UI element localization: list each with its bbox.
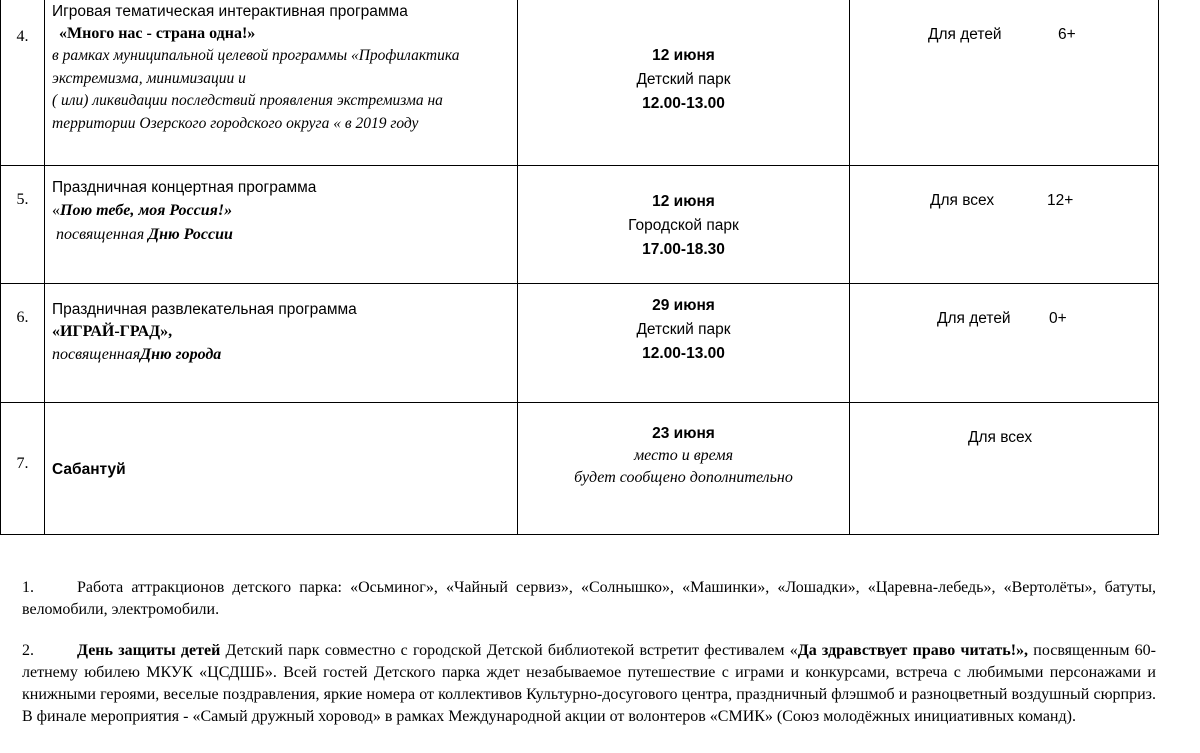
note-text: Детский парк совместно с городской Детской библиотекой встретит фестивалем «	[220, 642, 798, 659]
event-dedication	[52, 223, 510, 247]
event-date: 23 июня	[652, 425, 715, 442]
table-row	[1, 284, 1159, 403]
event-audience-cell	[850, 403, 1159, 535]
event-name-cell	[45, 284, 518, 403]
festival-title: Да здравствует право читать!»,	[797, 642, 1029, 659]
note-paragraph	[22, 640, 1156, 728]
event-date: 29 июня	[652, 297, 715, 314]
audience-label: Для детей	[928, 26, 1002, 43]
event-type: Игровая тематическая интерактивная программа	[52, 3, 408, 20]
audience-label: Для детей	[937, 310, 1011, 327]
age-rating: 12+	[1047, 192, 1074, 209]
event-audience-cell	[850, 166, 1159, 284]
event-note-line: ( или) ликвидации последствий проявления экстремизма на	[52, 92, 443, 109]
event-date-place-cell	[518, 0, 850, 166]
event-place: Городской парк	[628, 217, 739, 234]
row-number: 4.	[1, 0, 45, 166]
event-audience-cell	[850, 284, 1159, 403]
row-number: 6.	[1, 284, 45, 403]
age-rating: 0+	[1049, 310, 1067, 327]
event-date: 12 июня	[652, 47, 715, 64]
event-name-cell	[45, 0, 518, 166]
row-number: 5.	[1, 166, 45, 284]
note-paragraph	[22, 577, 1156, 621]
event-type: Праздничная концертная программа	[52, 179, 317, 196]
event-time: 12.00-13.00	[642, 95, 725, 112]
row-number: 7.	[1, 403, 45, 535]
event-place-note: будет сообщено дополнительно	[574, 469, 793, 486]
event-time: 12.00-13.00	[642, 345, 725, 362]
dedication-prefix: посвященная	[52, 346, 141, 363]
audience-label: Для всех	[968, 429, 1033, 446]
event-time: 17.00-18.30	[642, 241, 725, 258]
event-audience-cell	[850, 0, 1159, 166]
audience-label: Для всех	[930, 192, 995, 209]
note-number: 1.	[22, 579, 34, 596]
event-title: Сабантуй	[52, 461, 126, 478]
event-date-place-cell	[518, 166, 850, 284]
table-row	[1, 166, 1159, 284]
event-title: «Много нас - страна одна!»	[59, 25, 256, 42]
event-note-line: экстремизма, минимизации и	[52, 69, 246, 87]
event-date-place-cell	[518, 403, 850, 535]
event-note-line: в рамках муниципальной целевой программы «Профилактика	[52, 47, 460, 64]
dedication-subject: Дню города	[140, 346, 222, 363]
event-title: «ИГРАЙ-ГРАД»,	[52, 323, 173, 340]
event-name-cell	[45, 166, 518, 284]
event-name-cell	[45, 403, 518, 535]
dedication-subject: Дню России	[148, 226, 233, 243]
event-date-place-cell	[518, 284, 850, 403]
note-text: Работа аттракционов детского парка: «Осьминог», «Чайный сервиз», «Солнышко», «Машинки», «Лошадки», «Царевна-лебедь», «Вертолёты», батуты, веломобили, электромобили.	[22, 579, 1156, 618]
event-note-line: территории Озерского городского округа « в 2019 году	[52, 114, 419, 132]
event-type: Праздничная развлекательная программа	[52, 301, 357, 318]
event-title-quote: «	[52, 202, 60, 219]
event-dedication	[52, 343, 510, 367]
note-text: посвященным 60-летнему юбилею МКУК «ЦСДШБ». Всей гостей Детского парка ждет незабываемое путешествие с играми и конкурсами, встреча с любимыми персонажами и книжными героями, веселые поздравления, яркие номера от коллективов Культурно-досугового центра, праздничный флэшмоб и разноцветный воздушный сюрприз. В финале мероприятия - «Самый дружный хоровод» в рамках Международной акции от волонтеров «СМИК» (Союз молодёжных инициативных команд).	[22, 642, 1156, 725]
note-lead: День защиты детей	[77, 642, 221, 659]
table-row	[1, 403, 1159, 535]
event-place: Детский парк	[636, 321, 731, 338]
note-number: 2.	[22, 642, 34, 659]
age-rating: 6+	[1058, 26, 1076, 43]
event-place: Детский парк	[636, 71, 731, 88]
dedication-prefix: посвященная	[56, 226, 145, 243]
event-title-line	[52, 199, 510, 223]
event-date: 12 июня	[652, 193, 715, 210]
event-title: Пою тебе, моя Россия!»	[60, 202, 233, 219]
event-place: место и время	[633, 447, 734, 464]
table-row	[1, 0, 1159, 166]
